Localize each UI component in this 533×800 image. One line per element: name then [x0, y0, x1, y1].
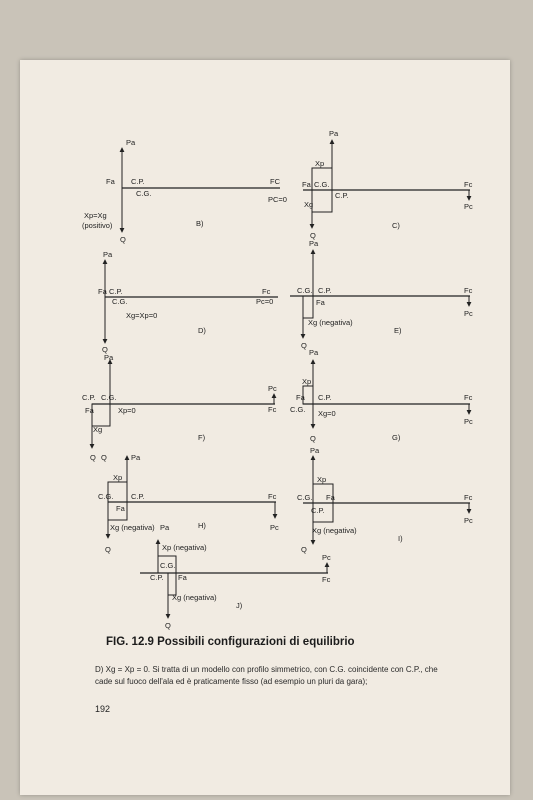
- label-b-id: B): [196, 219, 204, 228]
- label-j-fc: Fc: [322, 575, 331, 584]
- label-b-cg: C.G.: [136, 189, 152, 198]
- label-e-fc: Fc: [464, 286, 473, 295]
- label-j-pc: Pc: [322, 553, 331, 562]
- labels-h: [98, 453, 279, 554]
- labels-j: [150, 543, 331, 630]
- label-h-cg: C.G.: [98, 492, 114, 501]
- label-g-cp: C.P.: [318, 393, 332, 402]
- label-d-cg: C.G.: [112, 297, 128, 306]
- label-g-cg: C.G.: [290, 405, 306, 414]
- label-d-q: Q: [102, 345, 108, 354]
- label-d-pa: Pa: [103, 250, 113, 259]
- label-h-pc: Pc: [270, 523, 279, 532]
- label-f-fc: Fc: [268, 405, 277, 414]
- label-h-xg: Xg (negativa): [110, 523, 155, 532]
- labels-i: [297, 446, 473, 554]
- label-j-xg: Xg (negativa): [172, 593, 217, 602]
- label-h-q-top: Q: [101, 453, 107, 462]
- label-b-fc: FC: [270, 177, 280, 186]
- label-f-xp: Xp=0: [118, 406, 136, 415]
- label-i-fa: Fa: [326, 493, 335, 502]
- label-f-pa: Pa: [104, 353, 114, 362]
- label-i-id: I): [398, 534, 403, 543]
- labels-b: [82, 138, 287, 244]
- diagram-d: [105, 260, 278, 343]
- label-h-id: H): [198, 521, 206, 530]
- label-h-pa: Pa: [131, 453, 141, 462]
- labels-f: [82, 353, 277, 462]
- label-e-pa: Pa: [309, 239, 319, 248]
- diagram-f: [92, 360, 275, 448]
- label-f-pc: Pc: [268, 384, 277, 393]
- label-f-q: Q: [90, 453, 96, 462]
- label-h-fc: Fc: [268, 492, 277, 501]
- label-c-cp: C.P.: [335, 191, 349, 200]
- label-i-cp: C.P.: [311, 506, 325, 515]
- label-g-q: Q: [310, 434, 316, 443]
- label-d-pc0: Pc=0: [256, 297, 274, 306]
- labels-g: [290, 348, 473, 443]
- label-c-xg: Xg: [304, 200, 314, 209]
- label-h-pa2: Pa: [160, 523, 170, 532]
- label-g-fa: Fa: [296, 393, 305, 402]
- label-j-fa: Fa: [178, 573, 187, 582]
- label-i-pa: Pa: [310, 446, 320, 455]
- label-e-pc: Pc: [464, 309, 473, 318]
- label-b-q: Q: [120, 235, 126, 244]
- label-j-cg: C.G.: [160, 561, 176, 570]
- label-d-fc: Fc: [262, 287, 271, 296]
- label-c-fa: Fa: [302, 180, 311, 189]
- label-h-cp: C.P.: [131, 492, 145, 501]
- label-g-fc: Fc: [464, 393, 473, 402]
- label-e-cg: C.G.: [297, 286, 313, 295]
- label-b-fa: Fa: [106, 177, 115, 186]
- labels-c: [302, 129, 473, 240]
- label-j-q: Q: [165, 621, 171, 630]
- labels-d: [98, 250, 273, 354]
- label-c-xp: Xp: [315, 159, 325, 168]
- label-e-fa: Fa: [316, 298, 325, 307]
- label-g-xp: Xp: [302, 377, 312, 386]
- label-c-q: Q: [310, 231, 316, 240]
- label-g-pa: Pa: [309, 348, 319, 357]
- label-g-id: G): [392, 433, 401, 442]
- label-h-xp: Xp: [113, 473, 123, 482]
- page-number: 192: [95, 704, 111, 714]
- label-h-fa: Fa: [116, 504, 125, 513]
- label-f-xg: Xg: [93, 425, 103, 434]
- label-g-pc: Pc: [464, 417, 473, 426]
- label-j-xp: Xp (negativa): [162, 543, 207, 552]
- label-e-q: Q: [301, 341, 307, 350]
- label-b-pc0: PC=0: [268, 195, 287, 204]
- label-b-cp: C.P.: [131, 177, 145, 186]
- label-f-id: F): [198, 433, 206, 442]
- label-f-fa: Fa: [85, 406, 94, 415]
- label-d-id: D): [198, 326, 206, 335]
- label-i-pc: Pc: [464, 516, 473, 525]
- label-c-pa: Pa: [329, 129, 339, 138]
- label-d-fa: Fa: [98, 287, 107, 296]
- label-e-cp: C.P.: [318, 286, 332, 295]
- label-b-pa: Pa: [126, 138, 136, 147]
- label-d-xg: Xg=Xp=0: [126, 311, 158, 320]
- label-f-cg: C.G.: [101, 393, 117, 402]
- label-c-cg: C.G.: [314, 180, 330, 189]
- label-j-cp: C.P.: [150, 573, 164, 582]
- label-e-id: E): [394, 326, 402, 335]
- label-g-xg: Xg=0: [318, 409, 336, 418]
- label-h-q: Q: [105, 545, 111, 554]
- label-b-positivo: (positivo): [82, 221, 113, 230]
- labels-e: [297, 239, 473, 350]
- label-j-id: J): [236, 601, 243, 610]
- label-c-fc: Fc: [464, 180, 473, 189]
- label-i-xg: Xg (negativa): [312, 526, 357, 535]
- label-i-q: Q: [301, 545, 307, 554]
- label-e-xg: Xg (negativa): [308, 318, 353, 327]
- label-c-pc: Pc: [464, 202, 473, 211]
- figure-caption: FIG. 12.9 Possibili configurazioni di equilibrio: [106, 636, 355, 648]
- label-i-cg: C.G.: [297, 493, 313, 502]
- label-b-xp: Xp=Xg: [84, 211, 107, 220]
- body-paragraph: D) Xg = Xp = 0. Si tratta di un modello con profilo simmetrico, con C.G. coincidente con C.P., che cade sul fuoco dell'ala ed è praticamente fisso (ad esempio un pluri da gara);: [95, 665, 438, 686]
- label-c-id: C): [392, 221, 400, 230]
- label-f-cp: C.P.: [82, 393, 96, 402]
- label-i-fc: Fc: [464, 493, 473, 502]
- label-i-xp: Xp: [317, 475, 327, 484]
- label-d-cp: C.P.: [109, 287, 123, 296]
